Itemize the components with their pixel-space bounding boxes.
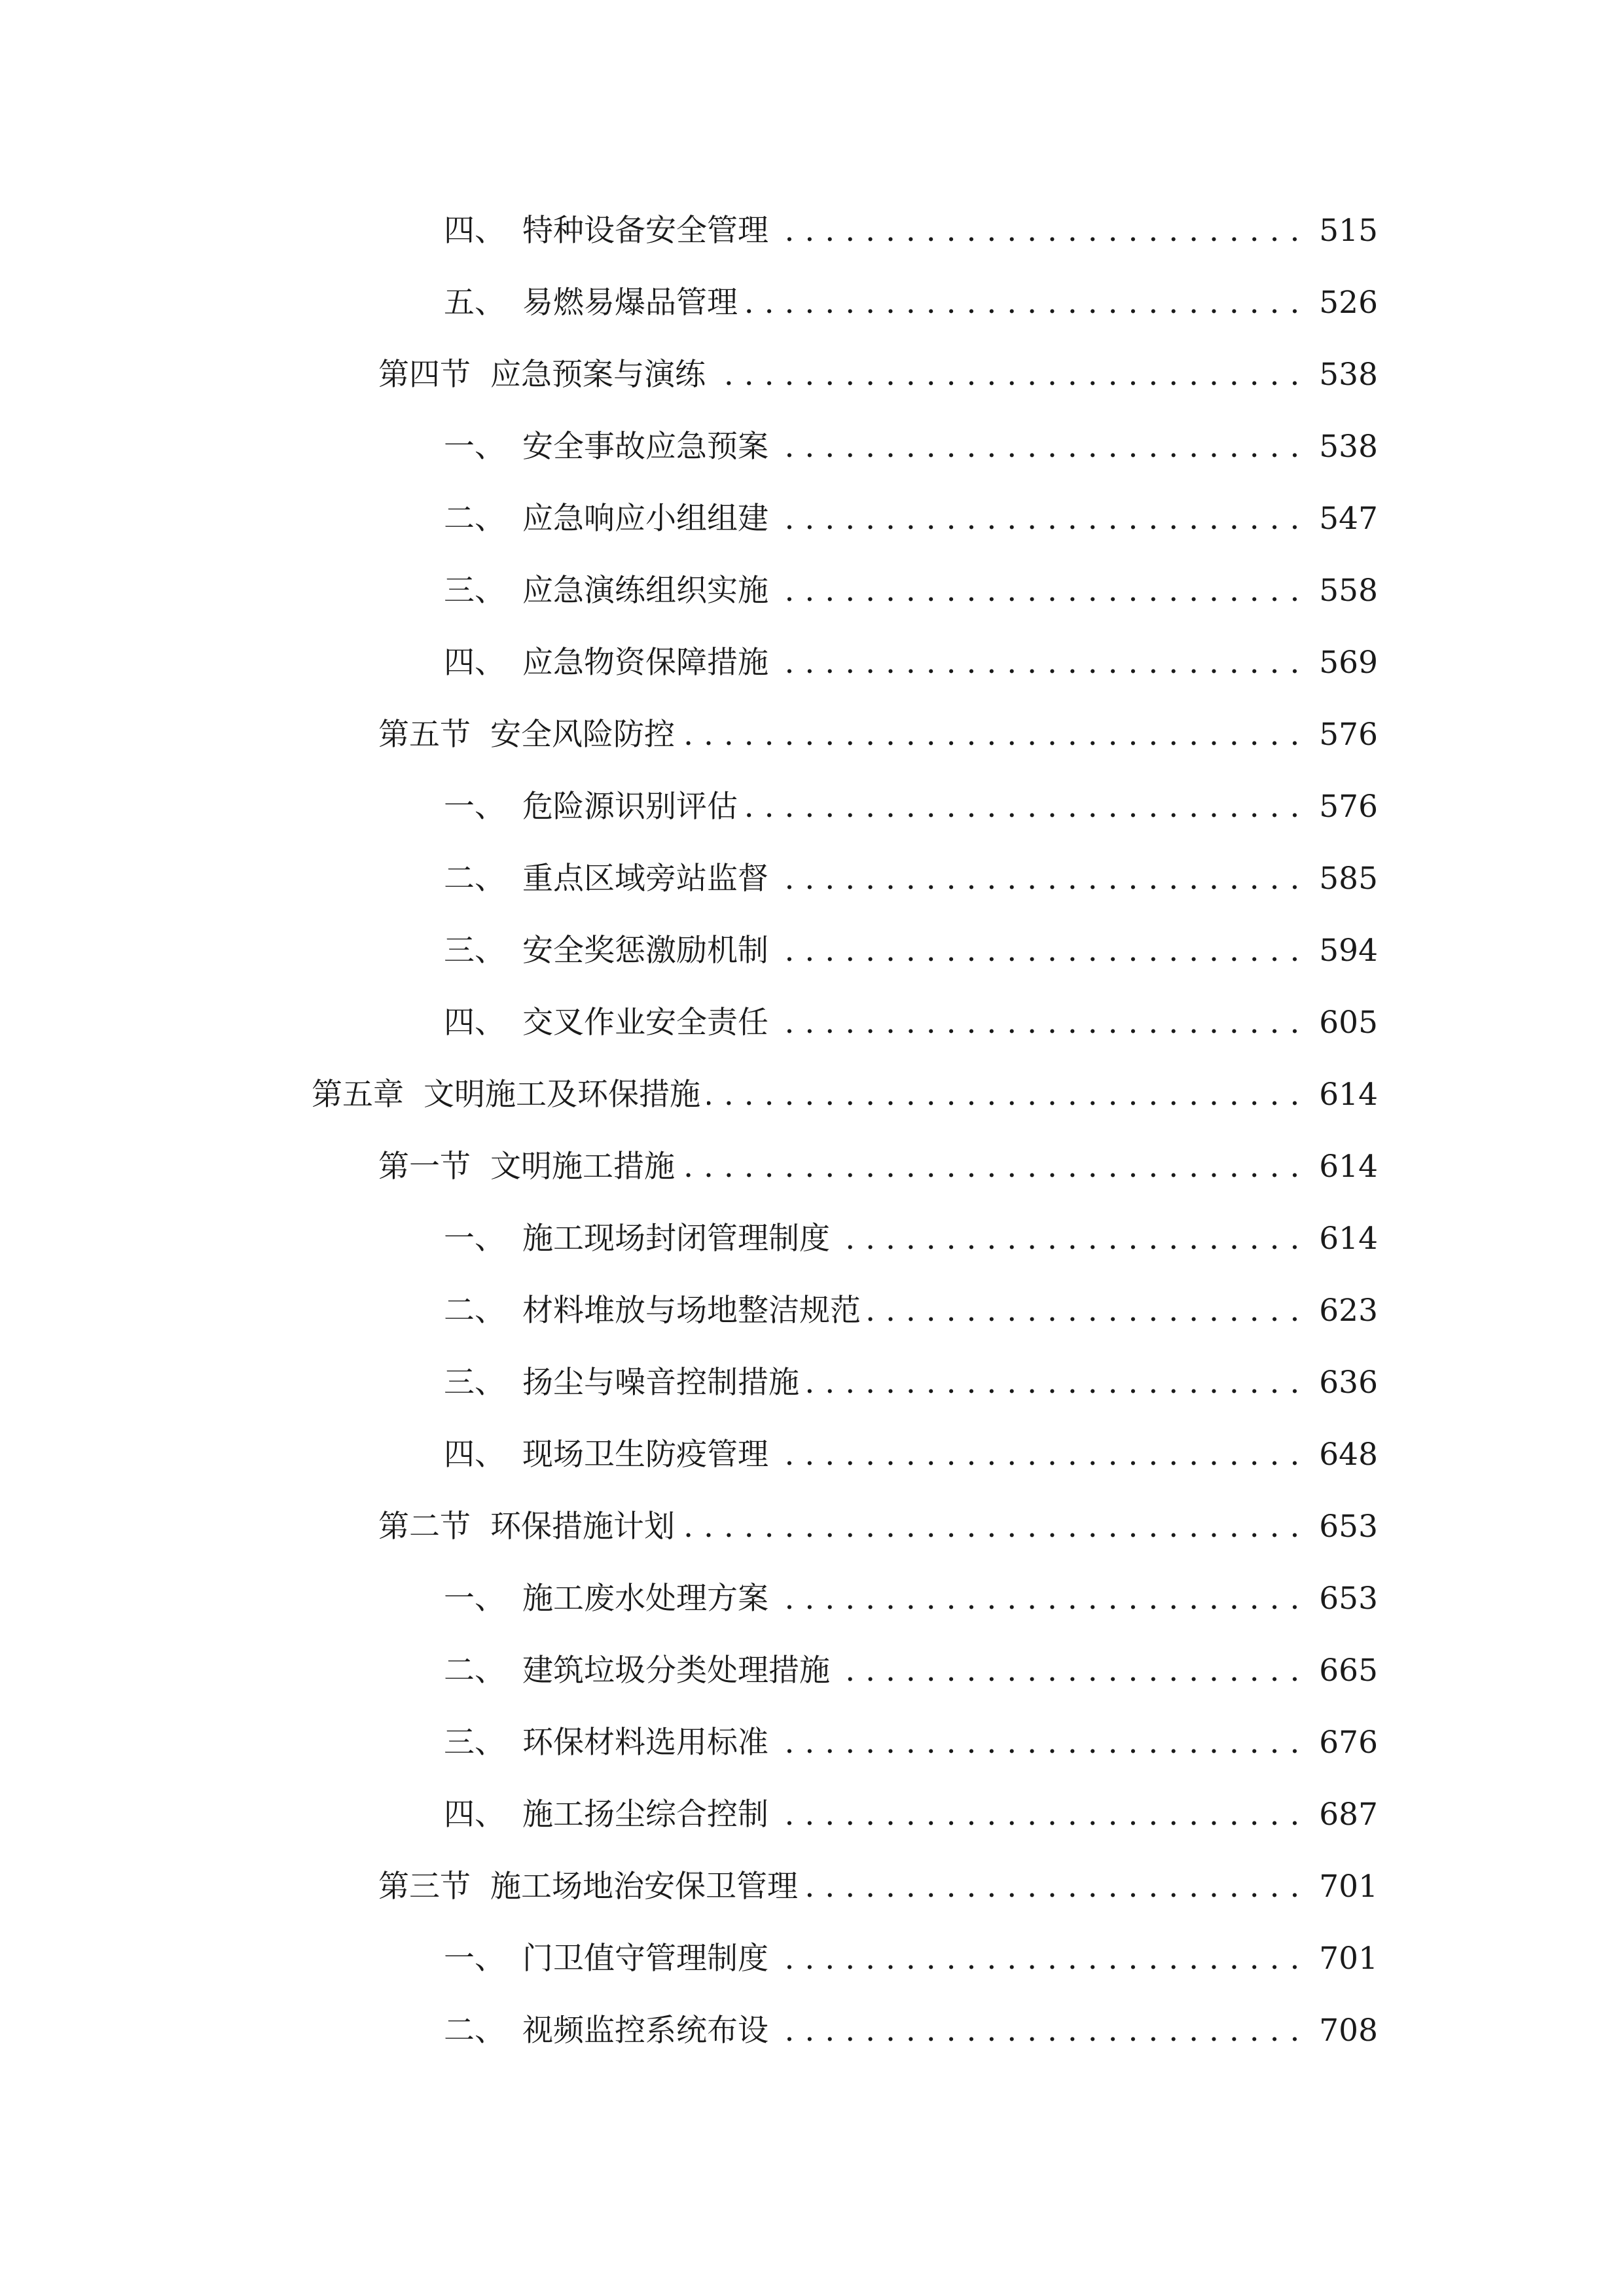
- toc-entry-number: 第一节: [378, 1149, 471, 1185]
- toc-entry-number: 一、: [444, 789, 505, 825]
- toc-entry-title: 危险源识别评估: [522, 789, 738, 825]
- toc-entry-title: 易燃易爆品管理: [522, 285, 738, 321]
- toc-dot-leader: [775, 211, 1300, 251]
- toc-dot-leader: [775, 1723, 1300, 1763]
- toc-entry-title: 特种设备安全管理: [522, 213, 768, 249]
- toc-entry[interactable]: [0, 843, 1624, 915]
- toc-entry[interactable]: [0, 1995, 1624, 2067]
- toc-entry-title: 门卫值守管理制度: [522, 1941, 768, 1977]
- toc-entry-page: 515: [1319, 213, 1378, 249]
- toc-entry-title: 材料堆放与场地整洁规范: [522, 1293, 861, 1329]
- toc-entry-title: 施工场地治安保卫管理: [490, 1869, 798, 1905]
- toc-entry[interactable]: [0, 1347, 1624, 1419]
- toc-dot-leader: [775, 859, 1300, 899]
- toc-entry-page: 708: [1319, 2013, 1378, 2049]
- toc-entry[interactable]: [0, 1923, 1624, 1995]
- toc-dot-leader: [775, 571, 1300, 611]
- toc-entry-page: 701: [1319, 1869, 1378, 1905]
- toc-entry-page: 594: [1319, 933, 1378, 969]
- toc-entry-title: 文明施工措施: [490, 1149, 675, 1185]
- toc-entry-page: 558: [1319, 573, 1378, 609]
- toc-entry-page: 653: [1319, 1509, 1378, 1545]
- toc-entry-page: 653: [1319, 1581, 1378, 1617]
- toc-entry-number: 一、: [444, 1941, 505, 1977]
- toc-entry-title: 重点区域旁站监督: [522, 861, 768, 897]
- toc-entry[interactable]: [0, 1779, 1624, 1851]
- toc-entry-number: 四、: [444, 1437, 505, 1473]
- toc-entry-page: 636: [1319, 1365, 1378, 1401]
- toc-dot-leader: [681, 1147, 1300, 1187]
- toc-dot-leader: [775, 931, 1300, 971]
- toc-entry-page: 687: [1319, 1797, 1378, 1833]
- toc-entry-title: 视频监控系统布设: [522, 2013, 768, 2049]
- toc-dot-leader: [775, 1003, 1300, 1043]
- toc-dot-leader: [775, 1939, 1300, 1979]
- toc-entry-title: 施工废水处理方案: [522, 1581, 768, 1617]
- toc-entry-number: 四、: [444, 1797, 505, 1833]
- toc-entry[interactable]: [0, 1275, 1624, 1347]
- toc-entry-number: 第五节: [378, 717, 471, 753]
- table-of-contents: [0, 195, 1624, 2067]
- toc-dot-leader: [744, 787, 1300, 827]
- toc-entry[interactable]: [0, 987, 1624, 1059]
- toc-entry-number: 第二节: [378, 1509, 471, 1545]
- toc-entry[interactable]: [0, 483, 1624, 555]
- toc-entry[interactable]: [0, 267, 1624, 339]
- toc-entry[interactable]: [0, 771, 1624, 843]
- toc-entry-page: 585: [1319, 861, 1378, 897]
- toc-entry-page: 623: [1319, 1293, 1378, 1329]
- toc-entry-page: 526: [1319, 285, 1378, 321]
- toc-entry-page: 547: [1319, 501, 1378, 537]
- toc-entry-title: 安全奖惩激励机制: [522, 933, 768, 969]
- toc-entry[interactable]: [0, 1563, 1624, 1635]
- toc-entry[interactable]: [0, 411, 1624, 483]
- toc-entry-title: 文明施工及环保措施: [424, 1077, 700, 1113]
- toc-entry-title: 施工现场封闭管理制度: [522, 1221, 830, 1257]
- toc-entry-title: 扬尘与噪音控制措施: [522, 1365, 799, 1401]
- toc-entry[interactable]: [0, 195, 1624, 267]
- toc-entry[interactable]: [0, 1419, 1624, 1491]
- toc-entry-number: 第三节: [378, 1869, 471, 1905]
- toc-dot-leader: [775, 1795, 1300, 1835]
- toc-entry-number: 四、: [444, 213, 505, 249]
- toc-dot-leader: [775, 643, 1300, 683]
- toc-entry-title: 应急预案与演练: [490, 357, 706, 393]
- toc-dot-leader: [744, 283, 1300, 323]
- toc-entry-number: 五、: [444, 285, 505, 321]
- toc-entry-number: 一、: [444, 1221, 505, 1257]
- toc-entry[interactable]: [0, 1635, 1624, 1707]
- toc-entry-number: 第五章: [312, 1077, 404, 1113]
- toc-dot-leader: [837, 1651, 1300, 1691]
- toc-entry-title: 现场卫生防疫管理: [522, 1437, 768, 1473]
- toc-entry-title: 应急物资保障措施: [522, 645, 768, 681]
- toc-entry-page: 614: [1319, 1077, 1378, 1113]
- toc-entry-page: 538: [1319, 357, 1378, 393]
- toc-entry-title: 交叉作业安全责任: [522, 1005, 768, 1041]
- toc-dot-leader: [775, 1579, 1300, 1619]
- toc-entry[interactable]: [0, 627, 1624, 699]
- toc-section-entry[interactable]: [0, 1131, 1624, 1203]
- toc-dot-leader: [804, 1867, 1300, 1907]
- toc-entry-page: 538: [1319, 429, 1378, 465]
- toc-dot-leader: [775, 427, 1300, 467]
- toc-entry-number: 一、: [444, 1581, 505, 1617]
- toc-entry-number: 三、: [444, 1725, 505, 1761]
- toc-section-entry[interactable]: [0, 339, 1624, 411]
- toc-entry-title: 应急演练组织实施: [522, 573, 768, 609]
- toc-entry-number: 三、: [444, 1365, 505, 1401]
- toc-entry-page: 676: [1319, 1725, 1378, 1761]
- toc-dot-leader: [681, 715, 1300, 755]
- toc-entry-title: 施工扬尘综合控制: [522, 1797, 768, 1833]
- toc-entry[interactable]: [0, 555, 1624, 627]
- toc-dot-leader: [837, 1219, 1300, 1259]
- toc-entry-page: 665: [1319, 1653, 1378, 1689]
- toc-entry-page: 614: [1319, 1149, 1378, 1185]
- toc-entry-number: 二、: [444, 1653, 505, 1689]
- toc-dot-leader: [775, 2011, 1300, 2051]
- toc-dot-leader: [775, 1435, 1300, 1475]
- toc-entry-page: 569: [1319, 645, 1378, 681]
- toc-entry-page: 648: [1319, 1437, 1378, 1473]
- toc-entry-number: 二、: [444, 2013, 505, 2049]
- toc-entry[interactable]: [0, 915, 1624, 987]
- toc-entry-number: 四、: [444, 645, 505, 681]
- toc-entry-number: 二、: [444, 861, 505, 897]
- toc-dot-leader: [681, 1507, 1300, 1547]
- toc-entry-title: 环保材料选用标准: [522, 1725, 768, 1761]
- toc-dot-leader: [712, 355, 1300, 395]
- toc-entry[interactable]: [0, 1707, 1624, 1779]
- toc-chapter-entry[interactable]: [0, 1059, 1624, 1131]
- toc-entry-number: 三、: [444, 573, 505, 609]
- toc-entry-number: 二、: [444, 1293, 505, 1329]
- toc-entry-number: 一、: [444, 429, 505, 465]
- toc-entry-page: 701: [1319, 1941, 1378, 1977]
- toc-section-entry[interactable]: [0, 1491, 1624, 1563]
- toc-dot-leader: [707, 1075, 1300, 1115]
- toc-entry-page: 614: [1319, 1221, 1378, 1257]
- toc-entry-page: 605: [1319, 1005, 1378, 1041]
- toc-entry-title: 环保措施计划: [490, 1509, 675, 1545]
- toc-dot-leader: [775, 499, 1300, 539]
- toc-entry-title: 应急响应小组组建: [522, 501, 768, 537]
- toc-entry[interactable]: [0, 1203, 1624, 1275]
- toc-entry-number: 第四节: [378, 357, 471, 393]
- toc-entry-page: 576: [1319, 717, 1378, 753]
- toc-entry-number: 二、: [444, 501, 505, 537]
- toc-entry-title: 安全风险防控: [490, 717, 675, 753]
- toc-dot-leader: [867, 1291, 1300, 1331]
- toc-entry-number: 三、: [444, 933, 505, 969]
- toc-entry-number: 四、: [444, 1005, 505, 1041]
- toc-section-entry[interactable]: [0, 1851, 1624, 1923]
- toc-entry-page: 576: [1319, 789, 1378, 825]
- toc-entry-title: 安全事故应急预案: [522, 429, 768, 465]
- toc-entry-title: 建筑垃圾分类处理措施: [522, 1653, 830, 1689]
- toc-dot-leader: [806, 1363, 1300, 1403]
- toc-section-entry[interactable]: [0, 699, 1624, 771]
